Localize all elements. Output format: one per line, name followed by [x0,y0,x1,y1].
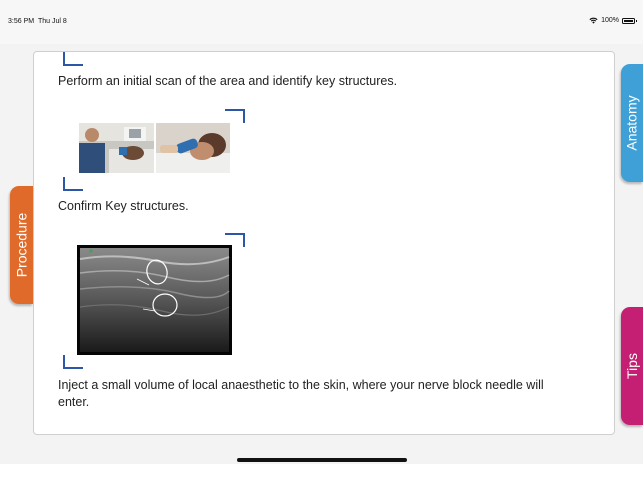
ultrasound-scan-graphic [77,245,232,355]
tab-tips-label: Tips [624,353,640,379]
scan-photo-2-image [156,123,230,173]
status-bar [0,0,643,44]
tab-tips[interactable] [621,307,643,425]
status-time [8,18,67,25]
scan-photo-1-image [79,123,154,173]
bracket-corner-icon [63,177,83,191]
scan-photo-2[interactable] [156,123,230,173]
battery-percent: 100% [601,17,619,24]
step-3-text-continued: enter. [58,395,90,409]
tab-procedure[interactable] [10,186,33,304]
tab-anatomy-label: Anatomy [624,95,640,151]
step-2-text: Confirm Key structures. [58,199,189,213]
battery-icon [622,18,635,24]
scan-photo-1[interactable] [79,123,154,173]
bracket-corner-icon [225,109,245,123]
step-1-text: Perform an initial scan of the area and identify key structures. [58,74,398,88]
bottom-bar [0,464,643,482]
status-time-text: 3:56 PM [8,18,35,25]
ultrasound-image[interactable] [77,245,232,355]
bracket-corner-icon [63,52,83,66]
status-date-text: Thu Jul 8 [37,18,67,25]
status-indicators [589,17,635,24]
step-3-text: Inject a small volume of local anaesthetic to the skin, where your nerve block needle will [58,378,544,392]
wifi-icon [589,17,598,24]
tab-anatomy[interactable] [621,64,643,182]
home-indicator[interactable] [237,458,407,462]
tab-procedure-label: Procedure [13,212,30,278]
bracket-corner-icon [63,355,83,369]
